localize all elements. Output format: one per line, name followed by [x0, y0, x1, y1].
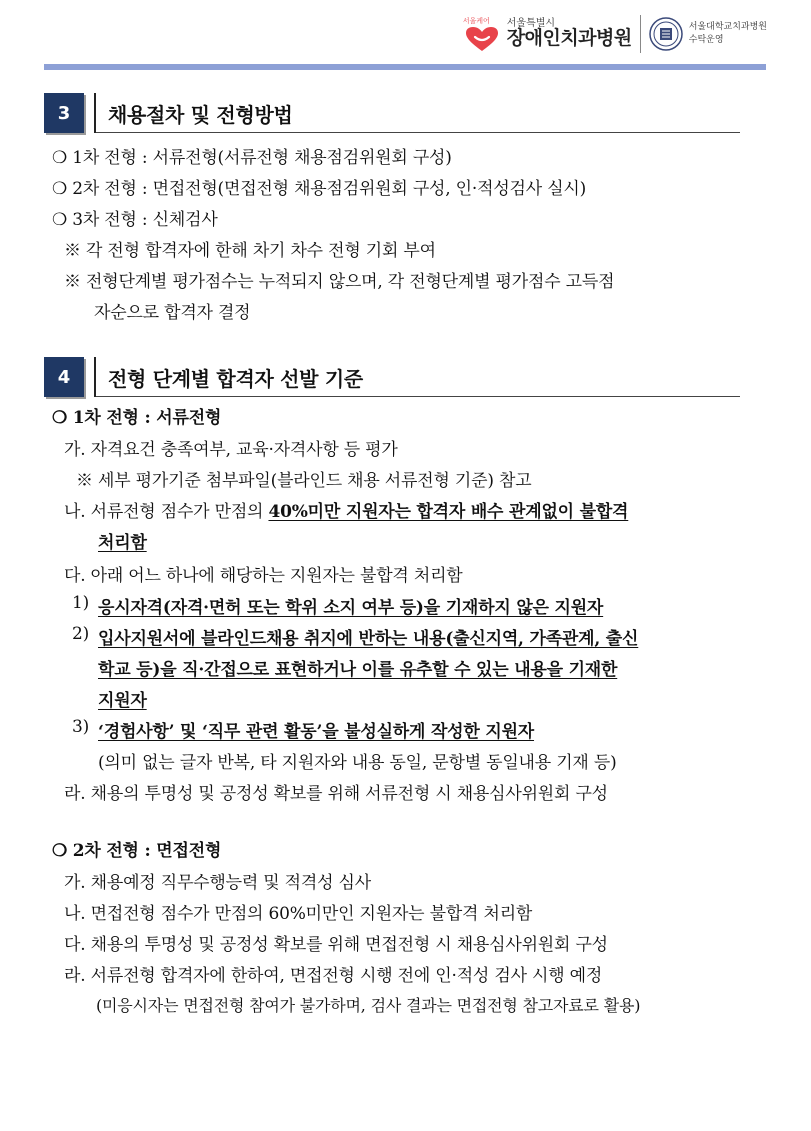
section-4-heading	[44, 357, 740, 397]
snu-emblem-icon	[649, 17, 683, 51]
note-score-cont: 자순으로 합격자 결정	[94, 303, 251, 323]
stage-3-summary: ❍ 3차 전형 : 신체검사	[52, 210, 218, 230]
stage-1-summary: ❍ 1차 전형 : 서류전형(서류전형 채용점검위원회 구성)	[52, 148, 452, 168]
section-number: 4	[44, 357, 84, 397]
header-divider	[640, 15, 641, 53]
item-3-note: (의미 없는 글자 반복, 타 지원자와 내용 동일, 문항별 동일내용 기재 등)	[98, 753, 617, 773]
section-divider	[94, 93, 96, 133]
stage-2-item-ra: 라. 서류전형 합격자에 한하여, 면접전형 시행 전에 인·적성 검사 시행 예정	[64, 966, 603, 986]
stage-1-item-ra: 라. 채용의 투명성 및 공정성 확보를 위해 서류전형 시 채용심사위원회 구성	[64, 784, 608, 804]
section-3-heading	[44, 93, 740, 133]
stage-2-heading: ❍ 2차 전형 : 면접전형	[52, 841, 222, 861]
stage-2-note: (미응시자는 면접전형 참여가 불가하며, 검사 결과는 면접전형 참고자료로 활용)	[96, 996, 641, 1015]
note-next-stage: ※ 각 전형 합격자에 한해 차기 차수 전형 기회 부여	[64, 241, 436, 261]
hospital-city: 서울특별시	[506, 17, 556, 29]
heart-logo-icon	[463, 16, 501, 52]
item-3-text: ‘경험사항’ 및 ‘직무 관련 활동’을 불성실하게 작성한 지원자	[98, 722, 535, 742]
stage-1-item-na-cont: 처리함	[98, 533, 147, 553]
stage-2-item-ga: 가. 채용예정 직무수행능력 및 적격성 심사	[64, 873, 371, 893]
item-1-text: 응시자격(자격·면허 또는 학위 소지 여부 등)을 기재하지 않은 지원자	[98, 598, 604, 618]
item-2-number: 2)	[72, 624, 90, 644]
stage-2-summary: ❍ 2차 전형 : 면접전형(면접전형 채용점검위원회 구성, 인·적성검사 실시)	[52, 179, 587, 199]
item-2-text: 입사지원서에 블라인드채용 취지에 반하는 내용(출신지역, 가족관계, 출신	[98, 629, 639, 649]
stage-1-item-na	[64, 497, 628, 522]
stage-1-item-da: 다. 아래 어느 하나에 해당하는 지원자는 불합격 처리함	[64, 566, 463, 586]
section-title: 채용절차 및 전형방법	[108, 103, 293, 127]
na-prefix: 나. 서류전형 점수가 만점의	[64, 502, 269, 522]
page-header	[463, 12, 767, 56]
heart-logo-label: 서울케어	[462, 17, 490, 25]
header-bar	[44, 64, 766, 70]
section-number: 3	[44, 93, 84, 133]
hospital-name: 장애인치과병원	[506, 27, 632, 50]
snu-name: 서울대학교치과병원	[688, 22, 767, 33]
hospital-logo	[463, 16, 632, 52]
stage-2-item-da: 다. 채용의 투명성 및 공정성 확보를 위해 면접전형 시 채용심사위원회 구성	[64, 935, 608, 955]
stage-1-heading: ❍ 1차 전형 : 서류전형	[52, 408, 222, 428]
stage-1-item-ga: 가. 자격요건 충족여부, 교육·자격사항 등 평가	[64, 440, 398, 460]
section-divider	[94, 357, 96, 397]
snu-logo	[649, 17, 767, 51]
section-underline	[96, 396, 740, 397]
item-2-text-cont: 학교 등)을 직·간접으로 표현하거나 이를 유추할 수 있는 내용을 기재한	[98, 660, 618, 680]
na-emphasis: 40%미만 지원자는 합격자 배수 관계없이 불합격	[268, 502, 629, 522]
section-underline	[96, 132, 740, 133]
note-score: ※ 전형단계별 평가점수는 누적되지 않으며, 각 전형단계별 평가점수 고득점	[64, 272, 615, 292]
stage-2-item-na: 나. 면접전형 점수가 만점의 60%미만인 지원자는 불합격 처리함	[64, 904, 533, 924]
stage-1-note: ※ 세부 평가기준 첨부파일(블라인드 채용 서류전형 기준) 참고	[76, 471, 532, 491]
snu-operation: 수탁운영	[688, 35, 724, 45]
item-3-number: 3)	[72, 717, 90, 737]
item-1-number: 1)	[72, 593, 90, 613]
section-title: 전형 단계별 합격자 선발 기준	[108, 367, 363, 391]
item-2-text-end: 지원자	[98, 691, 147, 711]
